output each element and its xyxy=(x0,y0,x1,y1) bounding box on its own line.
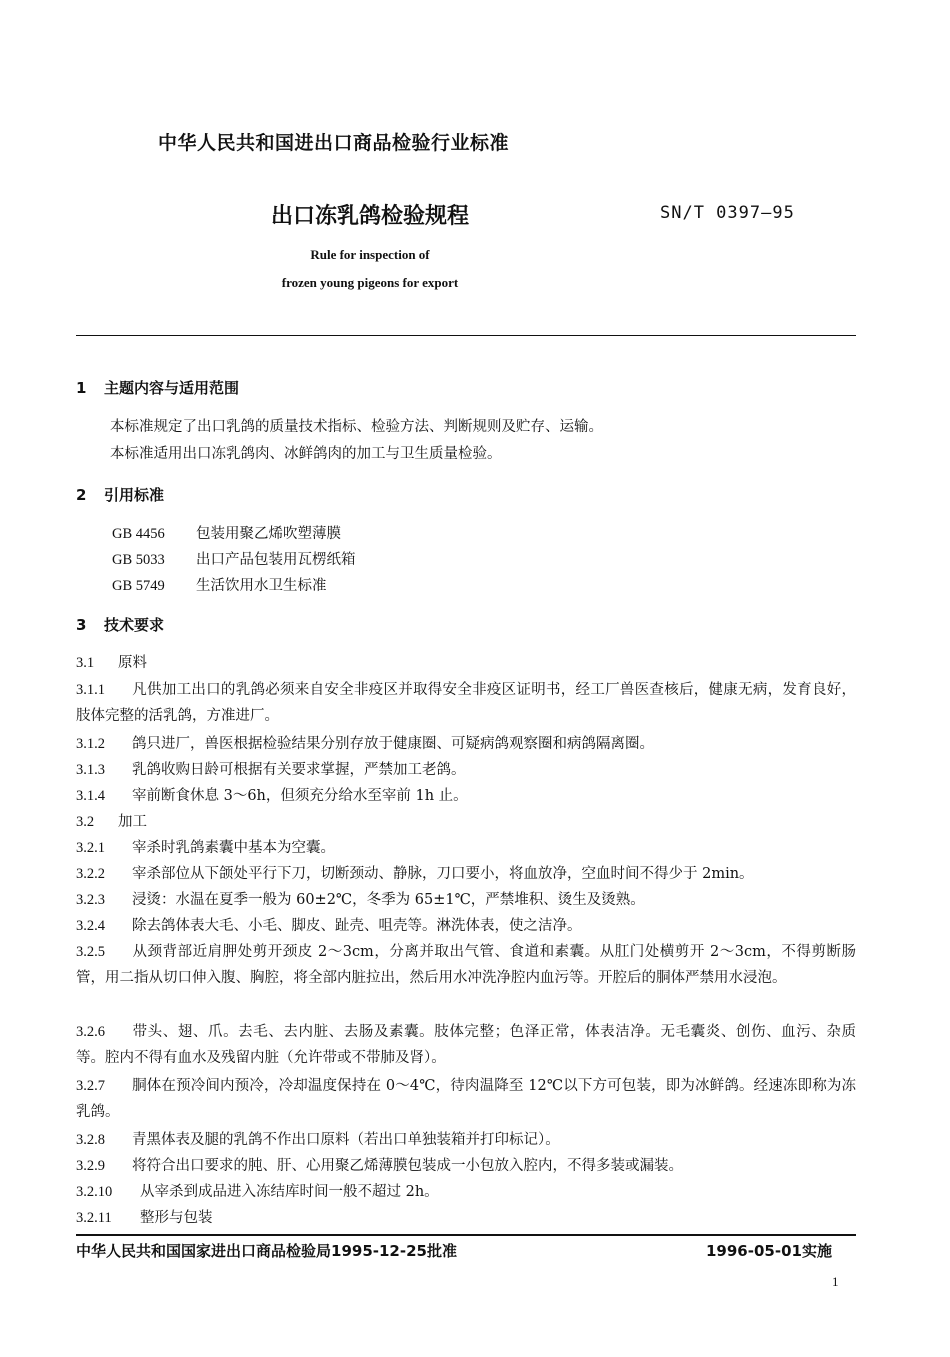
clause-number: 3.2.6 xyxy=(76,1024,105,1040)
clause xyxy=(76,861,856,887)
reference-name: 出口产品包装用瓦楞纸箱 xyxy=(196,552,356,568)
section-number: 1 xyxy=(76,379,87,397)
clause xyxy=(76,650,856,676)
clause-number: 3.2.7 xyxy=(76,1078,105,1094)
reference-item xyxy=(112,522,341,543)
reference-item xyxy=(112,574,327,595)
clause xyxy=(76,1127,856,1153)
clause-number: 3.2 xyxy=(76,814,95,830)
clause-text: 宰杀部位从下颌处平行下刀，切断颈动、静脉，刀口要小，将血放净，空血时间不得少于 2min。 xyxy=(132,866,754,882)
clause-number: 3.2.5 xyxy=(76,944,105,960)
section-number: 3 xyxy=(76,616,87,634)
clause-text: 胴体在预冷间内预冷，冷却温度保持在 0～4℃，待肉温降至 12℃以下方可包装，即为冰鲜鸽。经速冻即称为冻乳鸽。 xyxy=(76,1078,856,1120)
clause-number: 3.2.9 xyxy=(76,1158,105,1174)
reference-name: 包装用聚乙烯吹塑薄膜 xyxy=(196,526,341,542)
clause-number: 3.2.4 xyxy=(76,918,105,934)
clause-number: 3.2.1 xyxy=(76,840,105,856)
clause-number: 3.1 xyxy=(76,655,95,671)
clause-text: 从颈背部近肩胛处剪开颈皮 2～3cm，分离并取出气管、食道和素囊。从肛门处横剪开 2～3cm，不得剪断肠管，用二指从切口伸入腹、胸腔，将全部内脏拉出，然后用水冲洗净腔内血污等。开腔后的胴体严禁用水浸泡。 xyxy=(76,944,856,986)
clause-text: 加工 xyxy=(118,814,147,830)
english-title-line-2: frozen young pigeons for export xyxy=(281,275,459,290)
clause-text: 青黑体表及腿的乳鸽不作出口原料（若出口单独装箱并打印标记）。 xyxy=(132,1132,560,1148)
clause-number: 3.1.1 xyxy=(76,682,105,698)
clause-text: 宰杀时乳鸽素囊中基本为空囊。 xyxy=(132,840,335,856)
clause-number: 3.2.2 xyxy=(76,866,105,882)
approval-line: 中华人民共和国国家进出口商品检验局1995-12-25批准 xyxy=(76,1242,457,1260)
paragraph: 本标准适用出口冻乳鸽肉、冰鲜鸽肉的加工与卫生质量检验。 xyxy=(110,446,502,462)
clause xyxy=(76,835,856,861)
section-title: 引用标准 xyxy=(104,486,165,504)
clause xyxy=(76,757,856,783)
clause-text: 原料 xyxy=(118,655,147,671)
reference-item xyxy=(112,548,356,569)
reference-name: 生活饮用水卫生标准 xyxy=(196,578,327,594)
section-title: 技术要求 xyxy=(104,616,165,634)
clause xyxy=(76,731,856,757)
document-title: 出口冻乳鸽检验规程 xyxy=(270,204,469,229)
english-title-line-1: Rule for inspection of xyxy=(310,247,430,262)
clause-number: 3.1.3 xyxy=(76,762,105,778)
clause xyxy=(76,783,856,809)
clause xyxy=(76,677,856,729)
standard-code: SN/T 0397—95 xyxy=(660,203,795,223)
clause xyxy=(76,1019,856,1071)
clause-text: 除去鸽体表大毛、小毛、脚皮、趾壳、咀壳等。淋洗体表，使之洁净。 xyxy=(132,918,582,934)
section-number: 2 xyxy=(76,486,87,504)
reference-code: GB 5749 xyxy=(112,578,165,594)
page-number: 1 xyxy=(832,1274,839,1289)
clause-text: 乳鸽收购日龄可根据有关要求掌握，严禁加工老鸽。 xyxy=(132,762,466,778)
clause xyxy=(76,887,856,913)
footer-divider xyxy=(76,1234,856,1236)
clause xyxy=(76,809,856,835)
clause-number: 3.1.2 xyxy=(76,736,105,752)
clause xyxy=(76,1205,856,1231)
clause-text: 鸽只进厂，兽医根据检验结果分别存放于健康圈、可疑病鸽观察圈和病鸽隔离圈。 xyxy=(132,736,654,752)
paragraph: 本标准规定了出口乳鸽的质量技术指标、检验方法、判断规则及贮存、运输。 xyxy=(110,419,603,435)
clause-number: 3.2.11 xyxy=(76,1210,112,1226)
clause-number: 3.2.10 xyxy=(76,1184,113,1200)
section-title: 主题内容与适用范围 xyxy=(104,379,240,397)
implementation-date: 1996-05-01实施 xyxy=(706,1242,832,1260)
reference-code: GB 5033 xyxy=(112,552,165,568)
clause xyxy=(76,939,856,991)
clause xyxy=(76,1179,856,1205)
section-2-heading xyxy=(76,484,164,505)
standard-type-heading: 中华人民共和国进出口商品检验行业标准 xyxy=(158,132,510,154)
clause-text: 凡供加工出口的乳鸽必须来自安全非疫区并取得安全非疫区证明书，经工厂兽医查核后，健康无病，发育良好，肢体完整的活乳鸽，方准进厂。 xyxy=(76,682,856,724)
clause-number: 3.2.3 xyxy=(76,892,105,908)
header-divider xyxy=(76,335,856,336)
section-3-heading xyxy=(76,614,164,635)
clause-text: 从宰杀到成品进入冻结库时间一般不超过 2h。 xyxy=(140,1184,439,1200)
clause xyxy=(76,1153,856,1179)
clause-text: 浸烫：水温在夏季一般为 60±2℃，冬季为 65±1℃，严禁堆积、烫生及烫熟。 xyxy=(132,892,645,908)
clause-text: 宰前断食休息 3～6h，但须充分给水至宰前 1h 止。 xyxy=(132,788,468,804)
clause-text: 带头、翅、爪。去毛、去内脏、去肠及素囊。肢体完整；色泽正常，体表洁净。无毛囊炎、创伤、血污、杂质等。腔内不得有血水及残留内脏（允许带或不带肺及肾）。 xyxy=(76,1024,856,1066)
clause xyxy=(76,1073,856,1125)
clause-text: 将符合出口要求的肫、肝、心用聚乙烯薄膜包装成一小包放入腔内，不得多装或漏装。 xyxy=(132,1158,683,1174)
clause-text: 整形与包装 xyxy=(140,1210,213,1226)
clause xyxy=(76,913,856,939)
clause-number: 3.1.4 xyxy=(76,788,105,804)
clause-number: 3.2.8 xyxy=(76,1132,105,1148)
reference-code: GB 4456 xyxy=(112,526,165,542)
section-1-heading xyxy=(76,377,239,398)
